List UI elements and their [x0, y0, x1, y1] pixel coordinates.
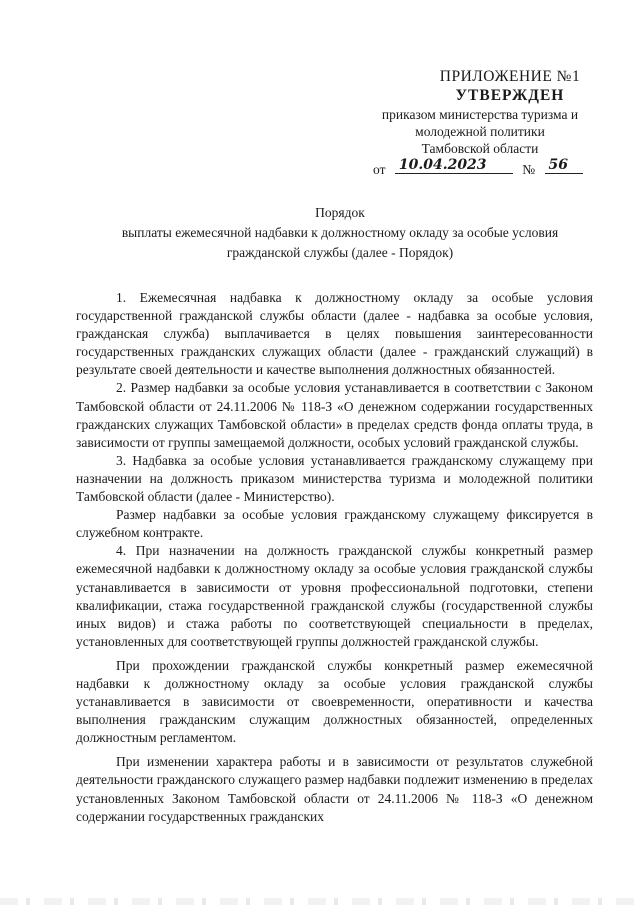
heading-line-2: выплаты ежемесячной надбавки к должностному окладу за особые условия: [121, 225, 559, 240]
handwritten-number: 56: [548, 157, 568, 173]
handwritten-date: 10.04.2023: [398, 157, 487, 173]
paragraph-4-service: При прохождении гражданской службы конкретный размер ежемесячной надбавки к должностному окладу за особые условия гражданской службы устанавливается в зависимости от своевременности, оперативности и качества выполнения гражданским служащим должностных обязанностей, определенных должностным регламентом.: [76, 657, 593, 746]
heading-line-3: гражданской службы (далее - Порядок): [226, 245, 454, 260]
approved-label: УТВЕРЖДЕН: [455, 87, 565, 104]
number-field: [545, 158, 583, 174]
paragraph-4: 4. При назначении на должность гражданской службы конкретный размер ежемесячной надбавки к должностному окладу за особые условия гражданской службы устанавливается в зависимости от уровня профессиональной подготовки, степени квалификации, стажа государственной гражданской службы (государственной службы иных видов) и стажа работы по соответствующей специальности в пределах, установленных для соответствующей группы должностей гражданской службы.: [76, 543, 593, 649]
paragraph-2: 2. Размер надбавки за особые условия устанавливается в соответствии с Законом Тамбовской области от 24.11.2006 № 118-З «О денежном содержании государственных гражданских служащих Тамбовской области» в пределах средств фонда оплаты труда, в зависимости от группы замещаемой должности, особых условий гражданской службы.: [76, 380, 593, 450]
paragraph-4-change: При изменении характера работы и в зависимости от результатов служебной деятельности гражданского служащего размер надбавки подлежит изменению в пределах установленных Законом Тамбовской области от 24.11.2006 № 118-З «О денежном содержании государственных гражданских: [76, 754, 593, 824]
document-heading: [60, 203, 620, 263]
order-line-2: молодежной политики: [415, 124, 545, 139]
document-body: [76, 289, 593, 826]
scan-artifact-strip: [0, 898, 640, 905]
date-prefix: от: [373, 162, 386, 177]
appendix-title: ПРИЛОЖЕНИЕ №1: [439, 68, 581, 85]
heading-title: Порядок: [315, 205, 365, 220]
order-date-number-row: [373, 158, 613, 178]
order-line-3: Тамбовской области: [421, 141, 539, 156]
number-prefix: №: [522, 162, 536, 177]
order-line-1: приказом министерства туризма и: [381, 107, 579, 122]
paragraph-3: 3. Надбавка за особые условия устанавливается гражданскому служащему при назначении на должность приказом министерства туризма и молодежной политики Тамбовской области (далее - Министерство).: [76, 452, 593, 505]
paragraph-3-contract: Размер надбавки за особые условия гражданскому служащему фиксируется в служебном контракте.: [76, 507, 593, 541]
approval-stamp-block: [360, 68, 600, 157]
paragraph-1: 1. Ежемесячная надбавка к должностному окладу за особые условия государственной гражданской службы области (далее - надбавка за особые условия, гражданская служба) выплачивается в целях повышения заинтересованности государственных гражданских служащих области (далее - гражданский служащий) в результате своей деятельности и качестве выполнения должностных обязанностей.: [76, 290, 593, 378]
date-field: [395, 158, 513, 174]
